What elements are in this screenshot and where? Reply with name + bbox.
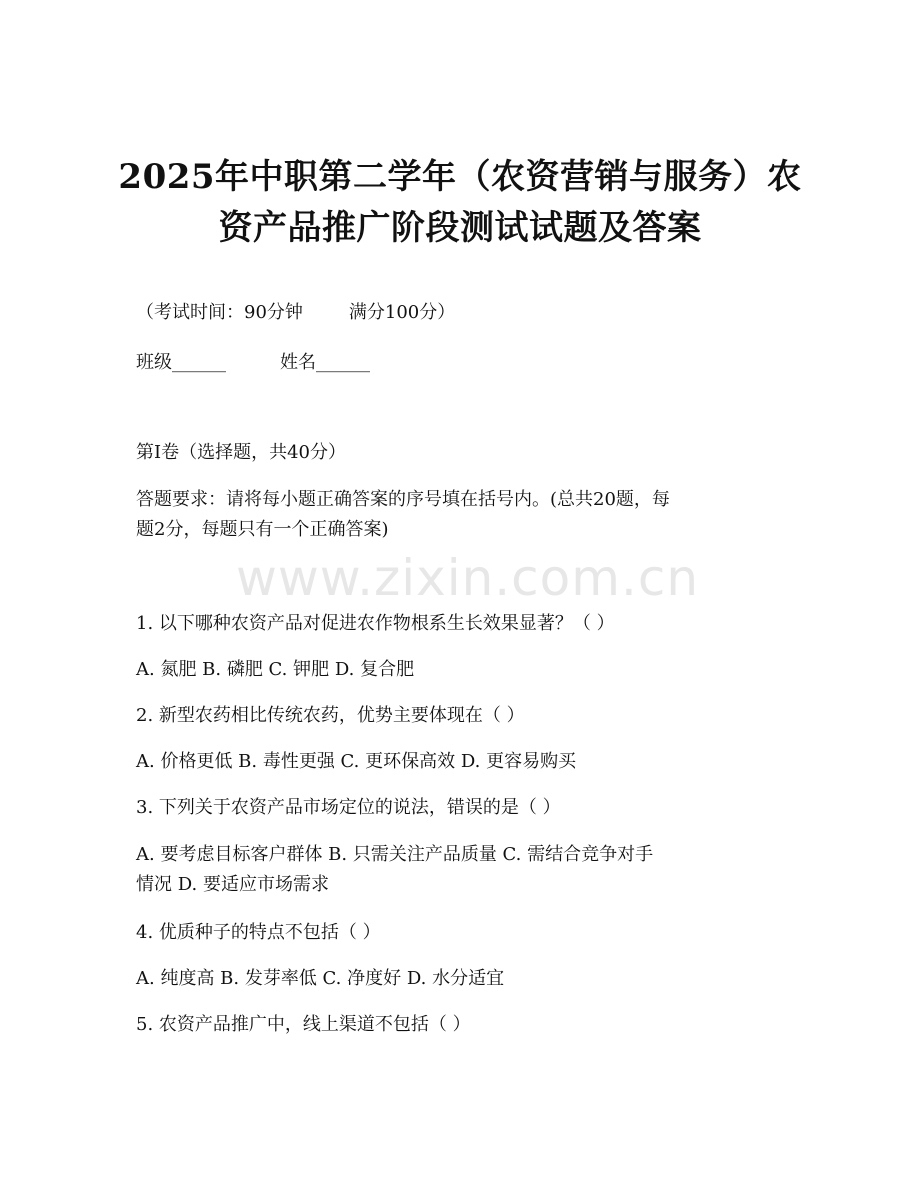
answer-requirement-line-1: 答题要求：请将每小题正确答案的序号填在括号内。(总共20题，每 [136, 489, 670, 510]
question-3-options-line-1: A. 要考虑目标客户群体 B. 只需关注产品质量 C. 需结合竞争对手 [136, 844, 654, 865]
question-3-options-line-2: 情况 D. 要适应市场需求 [136, 874, 329, 895]
student-fields [136, 348, 796, 378]
question-1-stem: 1. 以下哪种农资产品对促进农作物根系生长效果显著？（ ） [136, 613, 615, 634]
document-title-line-1: 2025年中职第二学年（农资营销与服务）农 [118, 157, 802, 197]
question-5-stem: 5. 农资产品推广中，线上渠道不包括（ ） [136, 1014, 471, 1035]
class-field: 班级______ [136, 352, 226, 373]
exam-info [136, 298, 796, 328]
question-2-options: A. 价格更低 B. 毒性更强 C. 更环保高效 D. 更容易购买 [136, 751, 577, 772]
question-2-stem: 2. 新型农药相比传统农药，优势主要体现在（ ） [136, 705, 525, 726]
section-heading: 第I卷（选择题，共40分） [136, 442, 347, 463]
name-field: 姓名______ [280, 352, 370, 373]
exam-time: （考试时间：90分钟 [136, 302, 303, 323]
exam-score: 满分100分） [348, 302, 456, 323]
question-3-stem: 3. 下列关于农资产品市场定位的说法，错误的是（ ） [136, 797, 561, 818]
watermark: www.zixin.com.cn [236, 549, 700, 607]
answer-requirement-line-2: 题2分，每题只有一个正确答案) [136, 519, 389, 540]
question-1-options: A. 氮肥 B. 磷肥 C. 钾肥 D. 复合肥 [136, 659, 415, 680]
question-4-stem: 4. 优质种子的特点不包括（ ） [136, 922, 381, 943]
document-title-line-2: 资产品推广阶段测试试题及答案 [218, 208, 702, 248]
question-4-options: A. 纯度高 B. 发芽率低 C. 净度好 D. 水分适宜 [136, 968, 505, 989]
